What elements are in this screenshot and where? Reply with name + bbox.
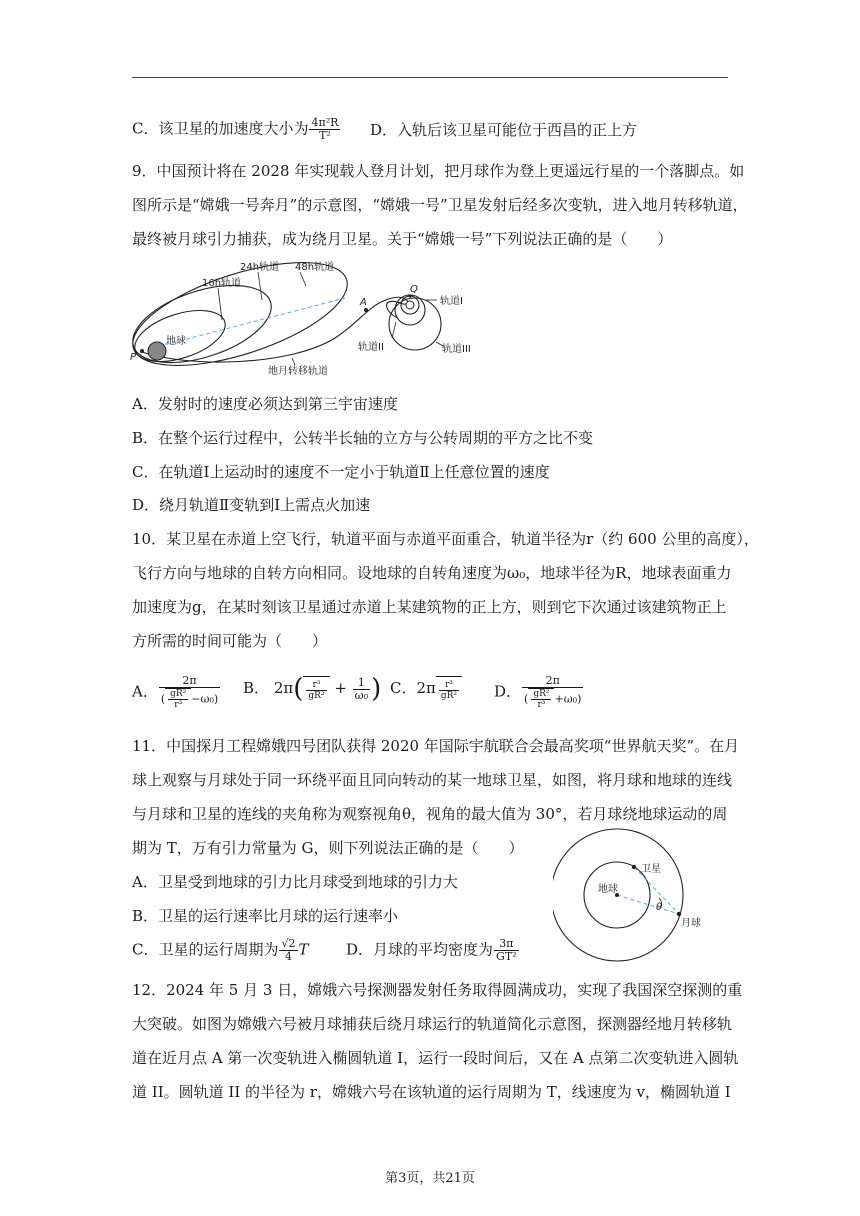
orbit-II [395, 295, 425, 325]
label-point-a: A [360, 297, 367, 308]
q9-option-a: A．发射时的速度必须达到第三宇宙速度 [132, 395, 398, 413]
label-earth: 地球 [166, 336, 186, 347]
q11-option-c: C．卫星的运行周期为 $\frac{√2}{4}$ T [132, 937, 309, 963]
q9-stem-line-3: 最终被月球引力捕获，成为绕月卫星。关于“嫦娥一号”下列说法正确的是（ ） [132, 230, 673, 248]
q9-option-d: D．绕月轨道Ⅱ变轨到Ⅰ上需点火加速 [132, 496, 371, 514]
q11-stem-line-1: 11．中国探月工程嫦娥四号团队获得 2020 年国际宇航联合会最高奖项“世界航天奖”。在月 [132, 737, 740, 755]
q11-option-d: D．月球的平均密度为 $\frac{3\pi}{\text{GT²}}$ [346, 937, 517, 963]
label-orbit-I: 轨道I [440, 296, 463, 307]
label-theta: θ [656, 902, 663, 913]
q9-stem-line-2: 图所示是“嫦娥一号奔月”的示意图，“嫦娥一号”卫星发射后经多次变轨，进入地月转移轨道， [132, 196, 748, 214]
orbit-48h [130, 258, 359, 382]
q9-option-b: B．在整个运行过程中，公转半长轴的立方与公转周期的平方之比不变 [132, 429, 594, 447]
q9-orbit-figure [130, 258, 490, 382]
q11-stem-line-4: 期为 T，万有引力常量为 G，则下列说法正确的是（ ） [132, 839, 524, 857]
q10-option-a: A． 2π ( $\frac{\text{gR²}}{\text{r³}}$ −ω₀) [132, 674, 219, 710]
q12-stem-line-2: 大突破。如图为嫦娥六号被月球捕获后绕月球运行的轨道简化示意图，探测器经地月转移轨 [132, 1015, 733, 1033]
label-orbit-III: 轨道III [442, 344, 471, 355]
q10-option-b: B． 2π( $\frac{\text{r³}}{\text{gR²}}$ + $\frac{1}{\text{ω₀}}$ ) [243, 674, 382, 704]
q10-stem-line-2: 飞行方向与地球的自转方向相同。设地球的自转角速度为ω₀，地球半径为R，地球表面重力 [132, 564, 732, 582]
earth [148, 342, 166, 360]
q8-option-d: D．入轨后该卫星可能位于西昌的正上方 [370, 121, 638, 139]
q11-orbit-figure [553, 828, 713, 962]
q9-stem-line-1: 9．中国预计将在 2028 年实现载人登月计划，把月球作为登上更遥远行星的一个落脚点。如 [132, 162, 745, 180]
label-earth: 地球 [598, 884, 618, 895]
fraction: $\frac{\text{4π²R}}{\text{T²}}$ [311, 116, 339, 142]
label-transfer-orbit: 地月转移轨道 [268, 366, 328, 377]
q11-option-a: A．卫星受到地球的引力比月球受到地球的引力大 [132, 873, 458, 891]
q11-stem-line-2: 球上观察与月球处于同一环绕平面且同向转动的某一地球卫星，如图，将月球和地球的连线 [132, 771, 733, 789]
q10-stem-line-3: 加速度为g，在某时刻该卫星通过赤道上某建筑物的正上方，则到它下次通过该建筑物正上 [132, 598, 727, 616]
q9-option-c: C．在轨道Ⅰ上运动时的速度不一定小于轨道Ⅱ上任意位置的速度 [132, 463, 550, 481]
q12-stem-line-3: 道在近月点 A 第一次变轨进入椭圆轨道 I，运行一段时间后，又在 A 点第二次变轨进入圆轨 [132, 1049, 739, 1067]
q11-stem-line-3: 与月球和卫星的连线的夹角称为观察视角θ，视角的最大值为 30°，若月球绕地球运动的周 [132, 805, 728, 823]
header-rule [132, 77, 728, 78]
moon-dot [406, 301, 414, 309]
label-orbit-24h: 24h轨道 [240, 262, 280, 273]
label-orbit-16h: 16h轨道 [202, 278, 242, 289]
q10-stem-line-4: 方所需的时间可能为（ ） [132, 632, 328, 650]
q12-stem-line-1: 12．2024 年 5 月 3 日，嫦娥六号探测器发射任务取得圆满成功，实现了我国深空探测的重 [132, 981, 743, 999]
label-orbit-48h: 48h轨道 [295, 262, 335, 273]
label-moon: 月球 [681, 918, 701, 929]
q10-stem-line-1: 10．某卫星在赤道上空飞行，轨道平面与赤道平面重合，轨道半径为r（约 600 公里的高度）， [132, 530, 759, 548]
q12-stem-line-4: 道 II。圆轨道 II 的半径为 r，嫦娥六号在该轨道的运行周期为 T，线速度为 v，椭圆轨道 I [132, 1083, 731, 1101]
label-satellite: 卫星 [641, 864, 661, 875]
page-footer: 第3页，共21页 [385, 1171, 475, 1186]
q11-option-b: B．卫星的运行速率比月球的运行速率小 [132, 907, 399, 925]
label-orbit-II: 轨道II [358, 342, 384, 353]
label-point-q: Q [410, 284, 418, 295]
label-point-p: P [130, 352, 137, 363]
q8-option-c: C．该卫星的加速度大小为 $\frac{\text{4π²R}}{\text{T²}}$ [132, 116, 339, 142]
q10-option-d: D． 2π ( $\frac{\text{gR²}}{\text{r³}}$ +ω₀) [494, 674, 582, 710]
q10-option-c: C．2π $\frac{\text{r³}}{\text{gR²}}$ [390, 675, 462, 703]
